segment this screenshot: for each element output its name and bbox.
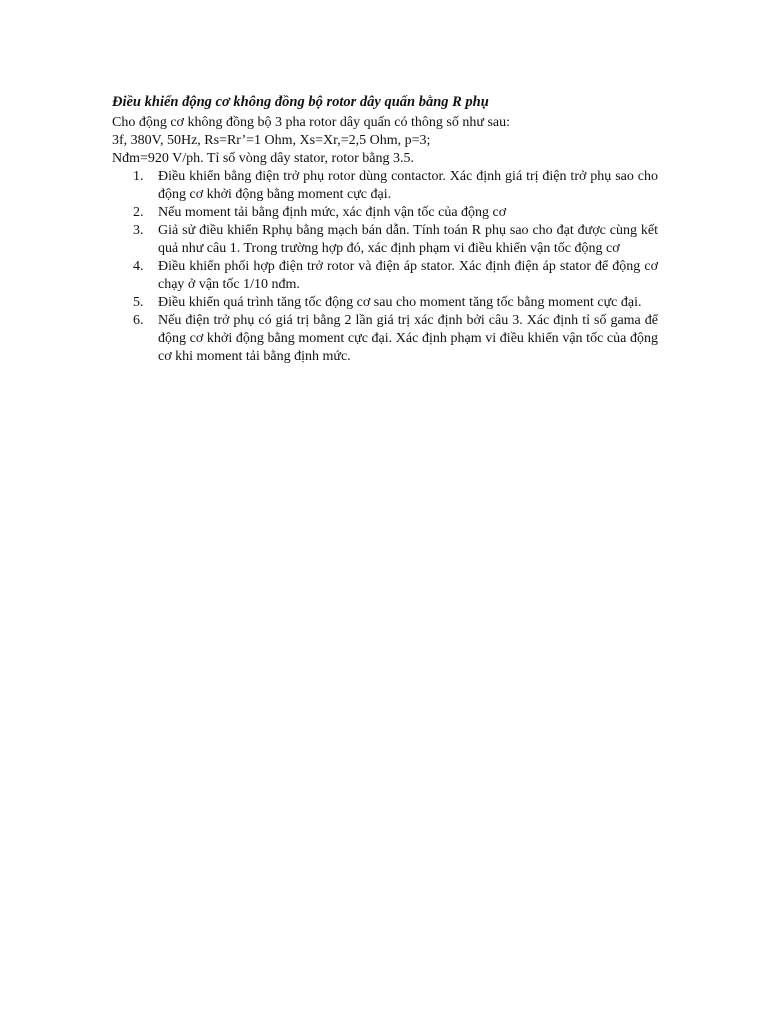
task-number: 4. (133, 259, 144, 274)
task-text: Điều khiển phối hợp điện trở rotor và điện áp stator. Xác định điện áp stator để động cơ chạy ở vận tốc 1/10 nđm. (158, 259, 658, 292)
task-number: 3. (133, 223, 144, 238)
task-number: 5. (133, 295, 144, 310)
task-number: 2. (133, 205, 144, 220)
document-title: Điều khiển động cơ không đồng bộ rotor dây quấn bằng R phụ (112, 94, 489, 110)
task-item-1 (112, 168, 658, 204)
task-text: Giả sử điều khiển Rphụ bằng mạch bán dẫn. Tính toán R phụ sao cho đạt được cùng kết quả như câu 1. Trong trường hợp đó, xác định phạm vi điều khiển vận tốc động cơ (158, 223, 658, 256)
intro-line-parameters: 3f, 380V, 50Hz, Rs=Rr’=1 Ohm, Xs=Xr,=2,5 Ohm, p=3; (112, 133, 431, 148)
task-number: 6. (133, 313, 144, 328)
task-item-2 (112, 204, 658, 222)
task-item-3 (112, 222, 658, 258)
task-text: Điều khiển quá trình tăng tốc động cơ sau cho moment tăng tốc bằng moment cực đại. (158, 295, 642, 310)
task-text: Điều khiển bằng điện trở phụ rotor dùng contactor. Xác định giá trị điện trở phụ sao cho động cơ khởi động bằng moment cực đại. (158, 169, 658, 202)
task-item-5 (112, 294, 658, 312)
task-list (112, 168, 658, 366)
task-number: 1. (133, 169, 144, 184)
task-item-6 (112, 312, 658, 366)
document-content (112, 93, 658, 366)
task-text: Nếu điện trở phụ có giá trị bằng 2 lần giá trị xác định bởi câu 3. Xác định tỉ số gama để động cơ khởi động bằng moment cực đại. Xác định phạm vi điều khiển vận tốc của động cơ khi moment tải bằng định mức. (158, 313, 658, 364)
intro-line-motor: Cho động cơ không đồng bộ 3 pha rotor dây quấn có thông số như sau: (112, 115, 511, 130)
task-text: Nếu moment tải bằng định mức, xác định vận tốc của động cơ (158, 205, 507, 220)
intro-line-speed-ratio: Nđm=920 V/ph. Tỉ số vòng dây stator, rotor bằng 3.5. (112, 151, 414, 166)
task-item-4 (112, 258, 658, 294)
